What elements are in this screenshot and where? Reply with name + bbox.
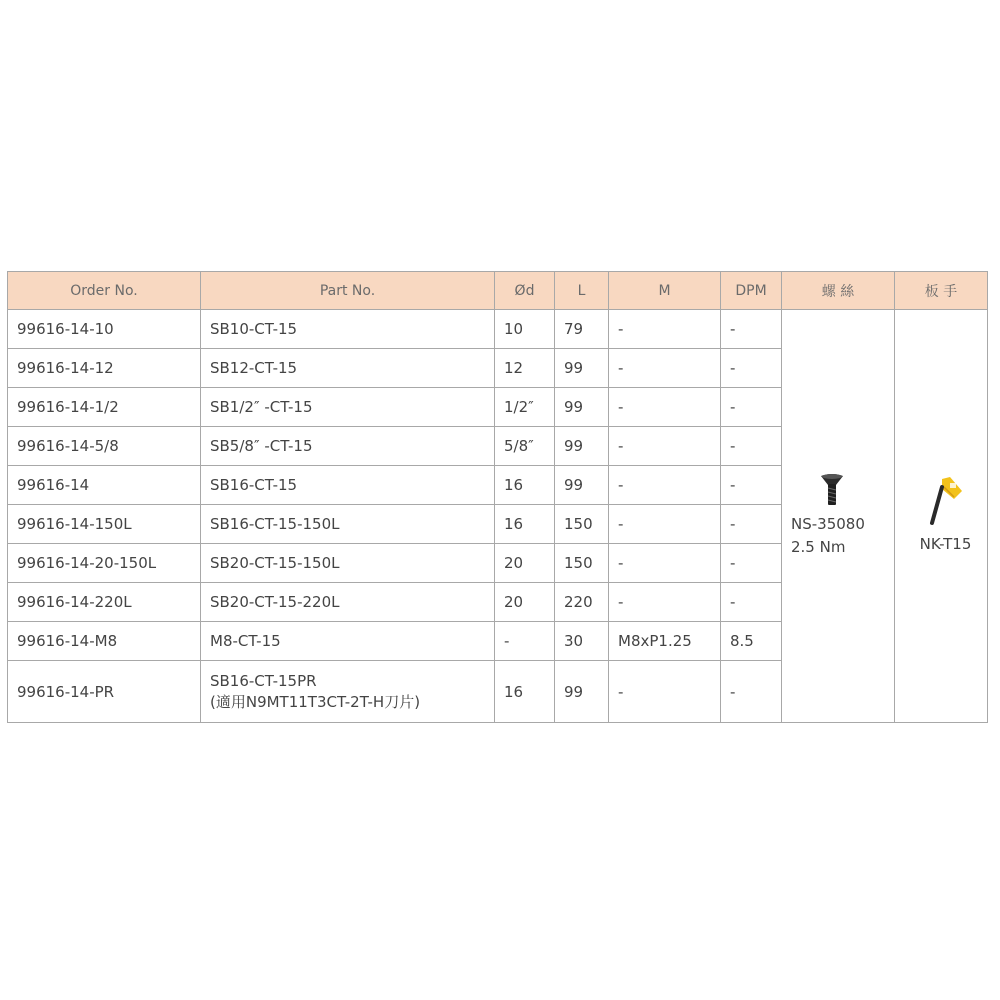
length-cell: 99 (555, 427, 609, 466)
order-no-cell: 99616-14-5/8 (8, 427, 201, 466)
dpm-cell: - (721, 505, 782, 544)
part-no-note: (適用N9MT11T3CT-2T-H刀片) (210, 692, 421, 711)
diameter-cell: 1/2″ (495, 388, 555, 427)
diameter-cell: 20 (495, 544, 555, 583)
table-body (8, 310, 988, 723)
dpm-cell: - (721, 427, 782, 466)
dpm-cell: - (721, 544, 782, 583)
diameter-cell: 16 (495, 661, 555, 723)
length-cell: 150 (555, 505, 609, 544)
order-no-cell: 99616-14-M8 (8, 622, 201, 661)
diameter-cell: 12 (495, 349, 555, 388)
length-cell: 150 (555, 544, 609, 583)
header-order-no: Order No. (8, 272, 201, 310)
order-no-cell: 99616-14-20-150L (8, 544, 201, 583)
m-cell: - (609, 349, 721, 388)
length-cell: 99 (555, 349, 609, 388)
m-cell: - (609, 544, 721, 583)
dpm-cell: - (721, 661, 782, 723)
dpm-cell: 8.5 (721, 622, 782, 661)
length-cell: 99 (555, 466, 609, 505)
m-cell: M8xP1.25 (609, 622, 721, 661)
part-no-cell (201, 544, 495, 583)
order-no-cell: 99616-14-220L (8, 583, 201, 622)
order-no-cell: 99616-14-PR (8, 661, 201, 723)
diameter-cell: 5/8″ (495, 427, 555, 466)
diameter-cell: 16 (495, 466, 555, 505)
dpm-cell: - (721, 583, 782, 622)
order-no-cell: 99616-14-12 (8, 349, 201, 388)
screw-cell (782, 310, 895, 723)
part-no-cell (201, 427, 495, 466)
part-no-cell (201, 466, 495, 505)
part-no-cell (201, 661, 495, 723)
part-no-cell (201, 388, 495, 427)
length-cell: 30 (555, 622, 609, 661)
diameter-cell: 10 (495, 310, 555, 349)
diameter-cell: 16 (495, 505, 555, 544)
part-no-cell (201, 622, 495, 661)
part-no-text: SB1/2″ -CT-15 (210, 397, 313, 416)
order-no-cell: 99616-14-1/2 (8, 388, 201, 427)
part-no-cell (201, 583, 495, 622)
length-cell: 99 (555, 661, 609, 723)
header-part-no: Part No. (201, 272, 495, 310)
part-no-cell (201, 349, 495, 388)
part-no-text: SB10-CT-15 (210, 319, 298, 338)
length-cell: 220 (555, 583, 609, 622)
part-no-text: SB16-CT-15PR (210, 671, 317, 690)
dpm-cell: - (721, 388, 782, 427)
table-header-row (8, 272, 988, 310)
part-no-text: SB16-CT-15 (210, 475, 298, 494)
dpm-cell: - (721, 310, 782, 349)
header-dpm: DPM (721, 272, 782, 310)
header-m: M (609, 272, 721, 310)
wrench-cell (895, 310, 988, 723)
m-cell: - (609, 427, 721, 466)
part-no-text: SB20-CT-15-150L (210, 553, 340, 572)
part-no-cell (201, 505, 495, 544)
length-cell: 79 (555, 310, 609, 349)
header-length: L (555, 272, 609, 310)
screw-torque: 2.5 Nm (791, 538, 846, 556)
dpm-cell: - (721, 349, 782, 388)
m-cell: - (609, 583, 721, 622)
part-no-text: SB12-CT-15 (210, 358, 298, 377)
header-wrench: 板 手 (895, 272, 988, 310)
length-cell: 99 (555, 388, 609, 427)
m-cell: - (609, 661, 721, 723)
torx-wrench-icon (928, 477, 964, 531)
header-diameter: Ød (495, 272, 555, 310)
part-no-cell (201, 310, 495, 349)
screw-icon (819, 473, 845, 511)
m-cell: - (609, 388, 721, 427)
order-no-cell: 99616-14 (8, 466, 201, 505)
part-no-text: SB16-CT-15-150L (210, 514, 340, 533)
order-no-cell: 99616-14-150L (8, 505, 201, 544)
spec-table (7, 271, 988, 723)
table-row (8, 310, 988, 349)
m-cell: - (609, 466, 721, 505)
part-no-text: SB5/8″ -CT-15 (210, 436, 313, 455)
wrench-code: NK-T15 (919, 534, 972, 553)
part-no-text: SB20-CT-15-220L (210, 592, 340, 611)
screw-code: NS-35080 (791, 515, 865, 533)
m-cell: - (609, 505, 721, 544)
part-no-text: M8-CT-15 (210, 631, 281, 650)
diameter-cell: - (495, 622, 555, 661)
diameter-cell: 20 (495, 583, 555, 622)
m-cell: - (609, 310, 721, 349)
dpm-cell: - (721, 466, 782, 505)
header-screw: 螺 絲 (782, 272, 895, 310)
order-no-cell: 99616-14-10 (8, 310, 201, 349)
